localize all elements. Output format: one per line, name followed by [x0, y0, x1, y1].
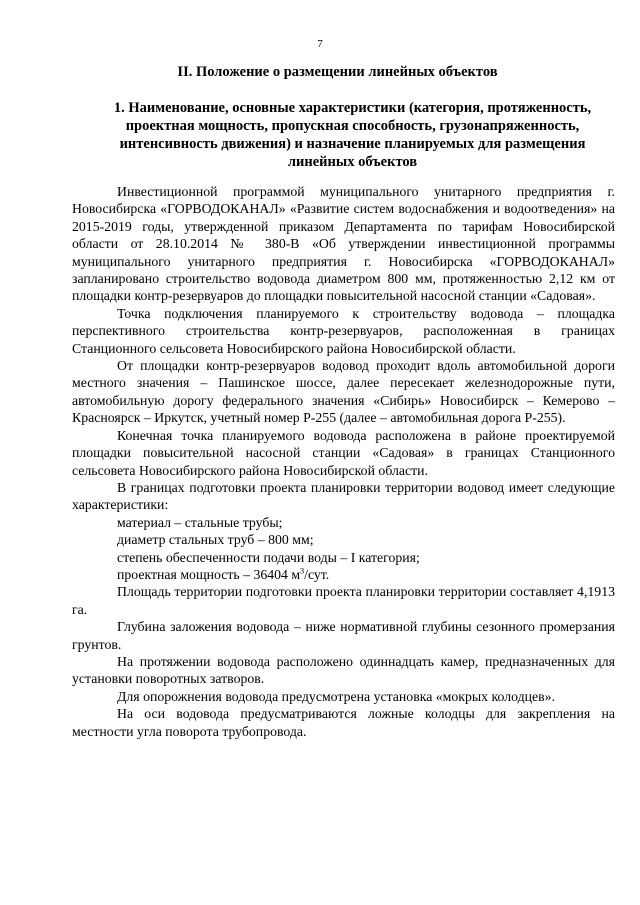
page-number: 7 [317, 38, 323, 50]
capacity-superscript: 3 [300, 566, 305, 576]
paragraph-investment-program: Инвестиционной программой муниципального унитарного предприятия г. Новосибирска «ГОРВОДОКАНАЛ» «Развитие систем водоснабжения и водоотведения» на 2015-2019 годы, утвержденной приказом Департамента по тарифам Новосибирской области от 28.10.2014 № 380-В «Об утверждении инвестиционной программы муниципального унитарного предприятия г. Новосибирска «ГОРВОДОКАНАЛ» запланировано строительство водовода диаметром 800 мм, протяженностью 2,12 км от площадки контр-резервуаров до площадки повысительной насосной станции «Садовая». [72, 184, 615, 304]
paragraph-route: От площадки контр-резервуаров водовод проходит вдоль автомобильной дороги местного значения – Пашинское шоссе, далее пересекает железнодорожные пути, автомобильную дорогу федерального значения «Сибирь» Новосибирск – Кемерово – Красноярск – Иркутск, учетный номер Р-255 (далее – автомобильная дорога Р-255). [72, 358, 615, 426]
characteristic-diameter: диаметр стальных труб – 800 мм; [117, 532, 314, 548]
paragraph-depth: Глубина заложения водовода – ниже нормативной глубины сезонного промерзания грунтов. [72, 619, 615, 652]
capacity-prefix: проектная мощность – 36404 м [117, 566, 301, 582]
paragraph-false-wells: На оси водовода предусматриваются ложные колодцы для закрепления на местности угла поворота трубопровода. [72, 706, 615, 739]
paragraph-connection-point: Точка подключения планируемого к строительству водовода – площадка перспективного строительства контр-резервуаров, расположенная в границах Станционного сельсовета Новосибирского района Новосибирской области. [72, 305, 615, 356]
characteristic-material: материал – стальные трубы; [117, 514, 283, 530]
characteristic-supply-category: степень обеспеченности подачи воды – I категория; [117, 549, 420, 565]
document-body [72, 183, 615, 740]
paragraph-drainage: Для опорожнения водовода предусмотрена установка «мокрых колодцев». [117, 688, 556, 704]
paragraph-chambers: На протяжении водовода расположено одиннадцать камер, предназначенных для установки поворотных затворов. [72, 653, 615, 687]
paragraph-area: Площадь территории подготовки проекта планировки территории составляет 4,1913 га. [72, 584, 615, 617]
paragraph-characteristics-intro: В границах подготовки проекта планировки территории водовод имеет следующие характеристики: [72, 479, 615, 513]
section-title: II. Положение о размещении линейных объектов [177, 64, 498, 80]
subsection-title: 1. Наименование, основные характеристики (категория, протяженность, проектная мощность, пропускная способность, грузонапряженность, интенсивность движения) и назначение планируемых для размещения линейных объектов [113, 100, 592, 170]
characteristic-capacity [72, 566, 615, 583]
capacity-suffix: /сут. [304, 566, 330, 582]
paragraph-end-point: Конечная точка планируемого водовода расположена в районе проектируемой площадки повысительной насосной станции «Садовая» в границах Станционного сельсовета Новосибирского района Новосибирской области. [72, 427, 615, 478]
